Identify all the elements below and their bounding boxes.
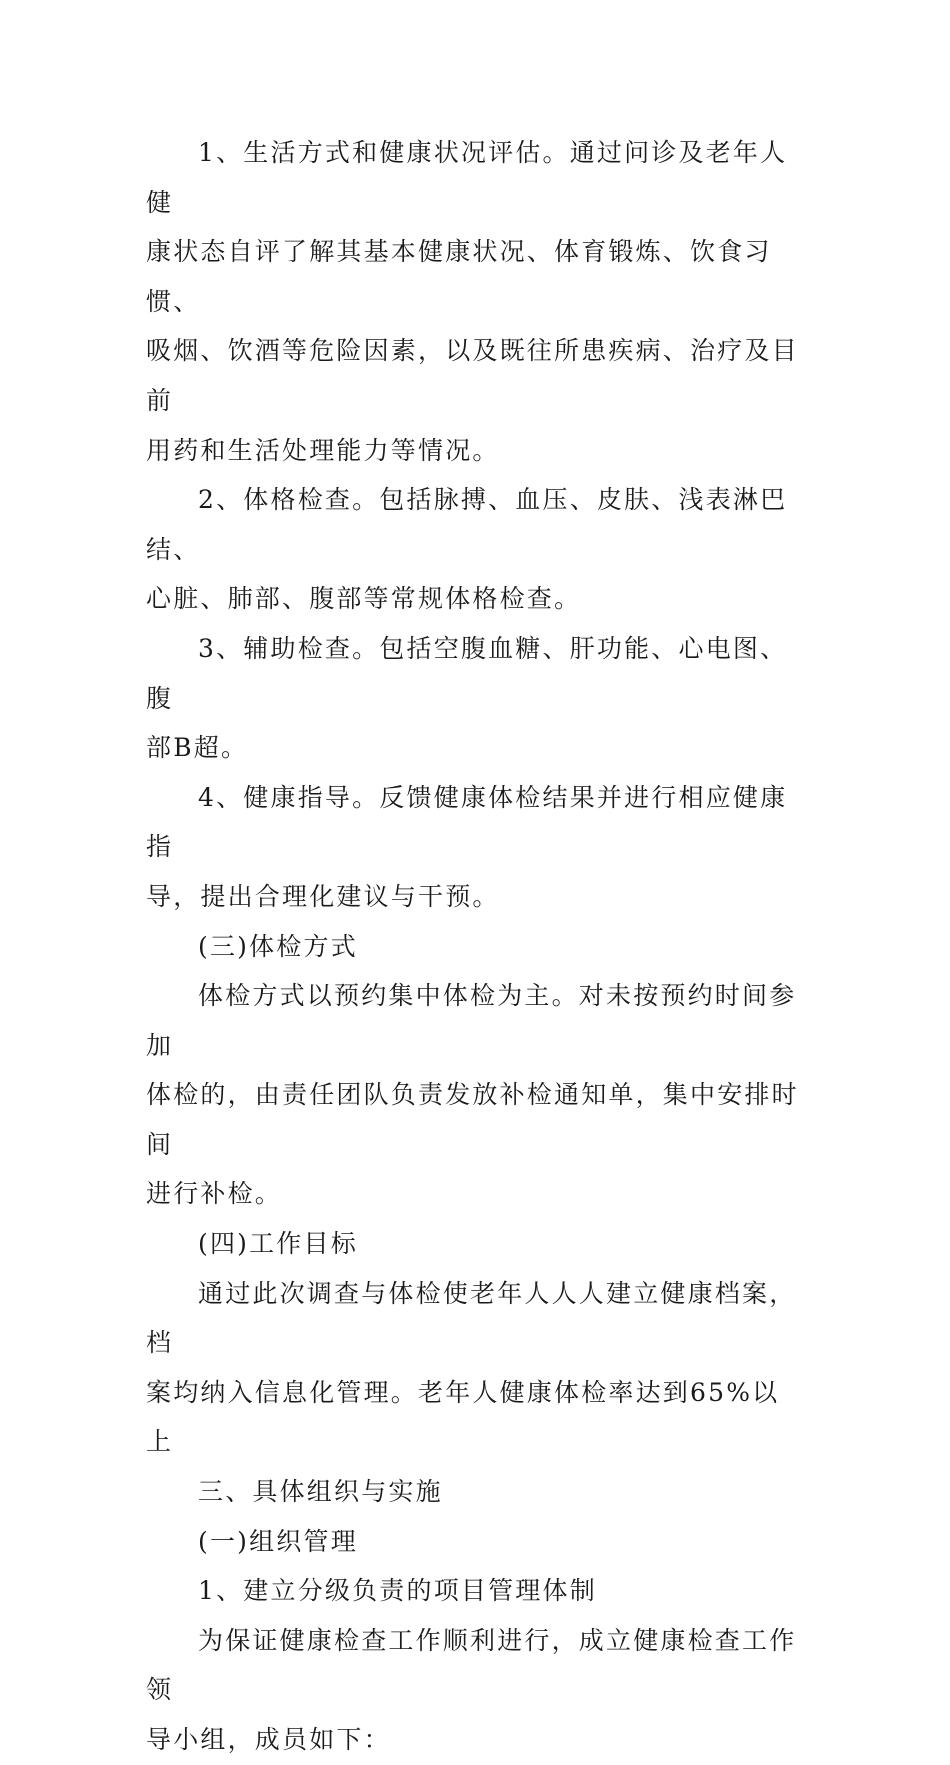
section-heading-organization — [146, 1467, 806, 1517]
text-line: 导，提出合理化建议与干预。 — [146, 881, 500, 911]
text-line: 为保证健康检查工作顺利进行，成立健康检查工作领 — [146, 1625, 797, 1705]
paragraph-leadership-group — [146, 1616, 806, 1765]
text-line: 三、具体组织与实施 — [198, 1477, 443, 1507]
text-line: 3、辅助检查。包括空腹血糖、肝功能、心电图、腹 — [146, 633, 788, 713]
text-line: (四)工作目标 — [198, 1229, 358, 1259]
text-line: 用药和生活处理能力等情况。 — [146, 435, 500, 465]
text-line: 体检的，由责任团队负责发放补检通知单，集中安排时间 — [146, 1080, 799, 1159]
paragraph-physical-exam — [146, 475, 806, 624]
paragraph-exam-method — [146, 971, 806, 1219]
text-line: 4、健康指导。反馈健康体检结果并进行相应健康指 — [146, 782, 788, 862]
text-line: 1、生活方式和健康状况评估。通过问诊及老年人健 — [146, 138, 788, 217]
text-line: 部B超。 — [146, 733, 249, 763]
text-line: 体检方式以预约集中体检为主。对未按预约时间参加 — [146, 981, 797, 1060]
section-heading-tiered-system — [146, 1566, 806, 1616]
text-line: 案均纳入信息化管理。老年人健康体检率达到65%以上 — [146, 1377, 780, 1457]
paragraph-work-goals — [146, 1269, 806, 1467]
document-body — [146, 128, 806, 1765]
text-line: 2、体格检查。包括脉搏、血压、皮肤、浅表淋巴结、 — [146, 485, 788, 564]
text-line: 心脏、肺部、腹部等常规体格检查。 — [146, 584, 582, 614]
text-line: 进行补检。 — [146, 1179, 283, 1209]
text-line: 康状态自评了解其基本健康状况、体育锻炼、饮食习惯、 — [146, 237, 772, 316]
paragraph-assessment — [146, 128, 806, 475]
text-line: 吸烟、饮酒等危险因素，以及既往所患疾病、治疗及目前 — [146, 336, 799, 415]
text-line: (一)组织管理 — [198, 1526, 358, 1556]
paragraph-auxiliary-exam — [146, 624, 806, 773]
section-heading-work-goals — [146, 1219, 806, 1269]
section-heading-exam-method — [146, 922, 806, 972]
section-heading-management — [146, 1517, 806, 1567]
text-line: 1、建立分级负责的项目管理体制 — [198, 1576, 597, 1606]
text-line: 通过此次调查与体检使老年人人人建立健康档案，档 — [146, 1278, 797, 1358]
text-line: 导小组，成员如下： — [146, 1725, 391, 1754]
text-line: (三)体检方式 — [198, 931, 358, 961]
paragraph-health-guidance — [146, 773, 806, 922]
